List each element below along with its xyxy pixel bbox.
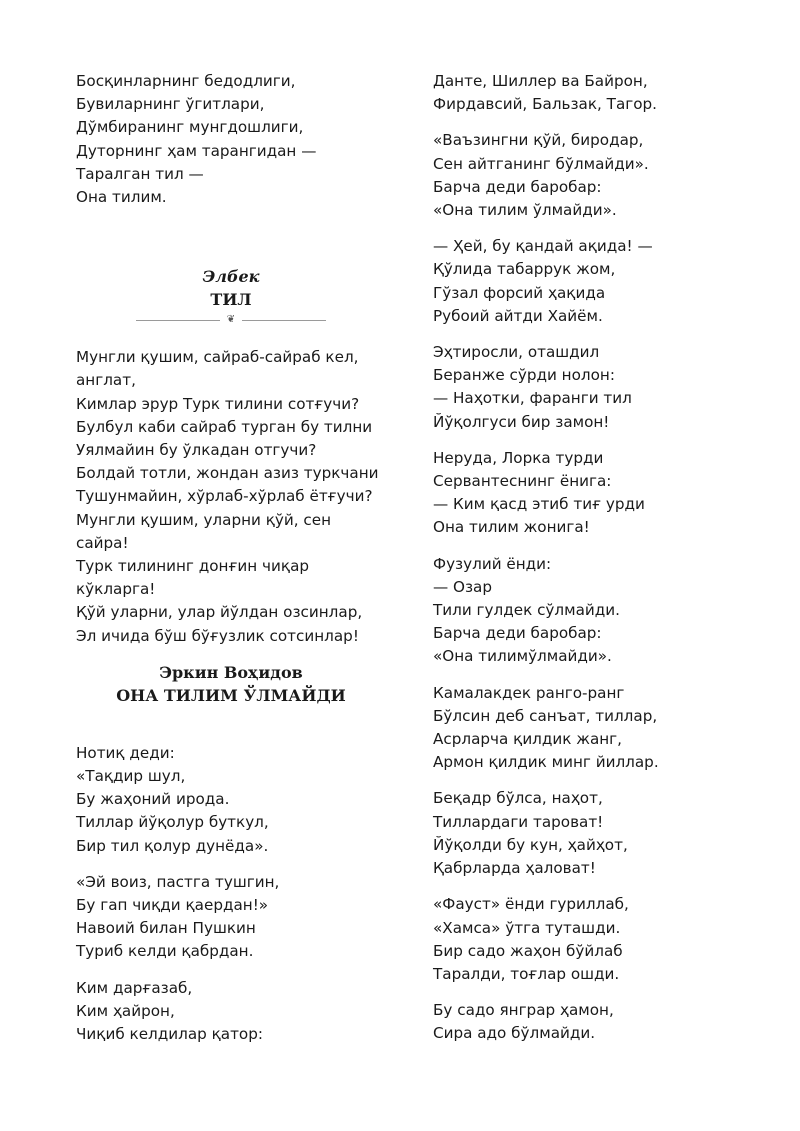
verse-line: — Ким қасд этиб тиғ урди: [433, 495, 645, 514]
verse-line: Гўзал форсий ҳақида: [433, 283, 606, 302]
poem2-header: [76, 662, 386, 708]
verse-line: Она тилим.: [76, 188, 167, 207]
verse-line: Ким дарғазаб,: [76, 978, 193, 997]
poem1-title: ТИЛ: [210, 290, 252, 310]
verse-line: Тушунмайин, хўрлаб-хўрлаб ётғучи?: [76, 487, 373, 506]
verse-line: Навоий билан Пушкин: [76, 919, 256, 938]
verse-line: Беранже сўрди нолон:: [433, 366, 615, 385]
ornament-icon: ❦: [226, 314, 236, 326]
poem2-stanza: [433, 235, 763, 328]
verse-line: Йўқолди бу кун, ҳайҳот,: [433, 835, 628, 854]
verse-line: «Она тилим ўлмайди».: [433, 201, 617, 220]
verse-line: Барча деди баробар:: [433, 177, 602, 196]
left-column: [76, 70, 396, 1046]
verse-line: Камалакдек ранго-ранг: [433, 683, 625, 702]
verse-line: Болдай тотли, жондан азиз туркчани: [76, 464, 379, 483]
ornament-divider: [136, 314, 326, 326]
verse-line: Фирдавсий, Бальзак, Тагор.: [433, 95, 658, 114]
verse-line: Бу гап чиқди қаердан!»: [76, 896, 269, 915]
verse-line: Тиллардаги тароват!: [433, 812, 604, 831]
verse-line: Бир садо жаҳон бўйлаб: [433, 941, 623, 960]
verse-line: Кимлар эрур Турк тилини сотғучи?: [76, 394, 360, 413]
poem2-title: ОНА ТИЛИМ ЎЛМАЙДИ: [116, 685, 346, 705]
verse-line: Фузулий ёнди:: [433, 554, 552, 573]
poem2-stanza: [433, 341, 763, 434]
verse-line: Дўмбиранинг мунгдошлиги,: [76, 118, 304, 137]
verse-line: Нотиқ деди:: [76, 743, 175, 762]
poem2-author: Эркин Воҳидов: [159, 662, 303, 682]
verse-line: Турк тилининг донғин чиқар: [76, 557, 310, 576]
right-column: [433, 70, 763, 1046]
verse-line: Булбул каби сайраб турган бу тилни: [76, 417, 373, 436]
verse-line: Дуторнинг ҳам тарангидан —: [76, 141, 317, 160]
verse-line: Она тилим жонига!: [433, 518, 590, 537]
verse-line: Тили гулдек сўлмайди.: [433, 601, 620, 620]
verse-line: Ким ҳайрон,: [76, 1001, 175, 1020]
verse-line: Қўлида табаррук жом,: [433, 260, 616, 279]
poem2-stanza: [433, 787, 763, 880]
poem2-stanza: [433, 447, 763, 540]
poem2-stanza: [433, 999, 763, 1045]
verse-line: Бу жаҳоний ирода.: [76, 790, 230, 809]
verse-line: Рубоий айтди Хайём.: [433, 306, 603, 325]
verse-line: Туриб келди қабрдан.: [76, 942, 254, 961]
verse-line: Данте, Шиллер ва Байрон,: [433, 72, 648, 90]
verse-line: Қўй уларни, улар йўлдан озсинлар,: [76, 603, 363, 622]
verse-line: Бўлсин деб санъат, тиллар,: [433, 706, 658, 725]
verse-line: Чиқиб келдилар қатор:: [76, 1025, 263, 1044]
verse-line: Сервантеснинг ёнига:: [433, 472, 612, 491]
poem1-header: [76, 266, 386, 326]
verse-line: Босқинларнинг бедодлиги,: [76, 72, 296, 90]
verse-line: сайра!: [76, 533, 129, 552]
verse-line: «Эй воиз, пастга тушгин,: [76, 872, 280, 891]
verse-line: Барча деди баробар:: [433, 624, 602, 643]
verse-line: Таралган тил —: [76, 164, 204, 183]
verse-line: — Ҳей, бу қандай ақида! —: [433, 237, 653, 256]
verse-line: Уялмайин бу ўлкадан отгучи?: [76, 441, 317, 460]
verse-line: Бир тил қолур дунёда».: [76, 836, 269, 855]
verse-line: Мунгли қушим, сайраб-сайраб кел,: [76, 348, 359, 367]
verse-line: «Тақдир шул,: [76, 767, 186, 786]
verse-line: Асрларча қилдик жанг,: [433, 730, 622, 749]
verse-line: кўкларга!: [76, 580, 156, 599]
verse-line: Мунгли қушим, уларни қўй, сен: [76, 510, 332, 529]
poem2-stanza: [76, 871, 396, 964]
verse-line: Бувиларнинг ўгитлари,: [76, 95, 265, 114]
verse-line: Неруда, Лорка турди: [433, 448, 604, 467]
poem1-body: [76, 346, 396, 648]
poem1-author: Элбек: [202, 267, 260, 287]
verse-line: Бу садо янграр ҳамон,: [433, 1001, 614, 1020]
verse-line: Сен айтганинг бўлмайди».: [433, 154, 649, 173]
poem2-stanza: [433, 553, 763, 669]
verse-line: Сира адо бўлмайди.: [433, 1024, 596, 1043]
verse-line: «Фауст» ёнди гуриллаб,: [433, 895, 629, 914]
poem2-stanza: [433, 682, 763, 775]
verse-line: Беқадр бўлса, наҳот,: [433, 789, 603, 808]
poem2-stanza: [433, 893, 763, 986]
verse-line: Эҳтиросли, оташдил: [433, 343, 600, 362]
poem2-stanza: [76, 977, 396, 1047]
verse-line: Қабрларда ҳаловат!: [433, 859, 596, 878]
poem2-stanza: [433, 129, 763, 222]
verse-line: «Хамса» ўтга туташди.: [433, 918, 621, 937]
verse-line: «Ваъзингни қўй, биродар,: [433, 131, 644, 150]
verse-line: «Она тилимўлмайди».: [433, 647, 612, 666]
verse-line: — Озар: [433, 577, 492, 596]
verse-line: англат,: [76, 371, 136, 390]
poem2-stanza: [433, 70, 763, 116]
verse-line: Эл ичида бўш бўғузлик сотсинлар!: [76, 626, 359, 645]
verse-line: Армон қилдик минг йиллар.: [433, 753, 659, 772]
verse-line: Йўқолгуси бир замон!: [433, 412, 610, 431]
verse-line: — Наҳотки, фаранги тил: [433, 389, 632, 408]
intro-stanza: [76, 70, 396, 209]
verse-line: Тиллар йўқолур буткул,: [76, 813, 269, 832]
poem2-stanza: [76, 742, 396, 858]
verse-line: Таралди, тоғлар ошди.: [433, 964, 620, 983]
